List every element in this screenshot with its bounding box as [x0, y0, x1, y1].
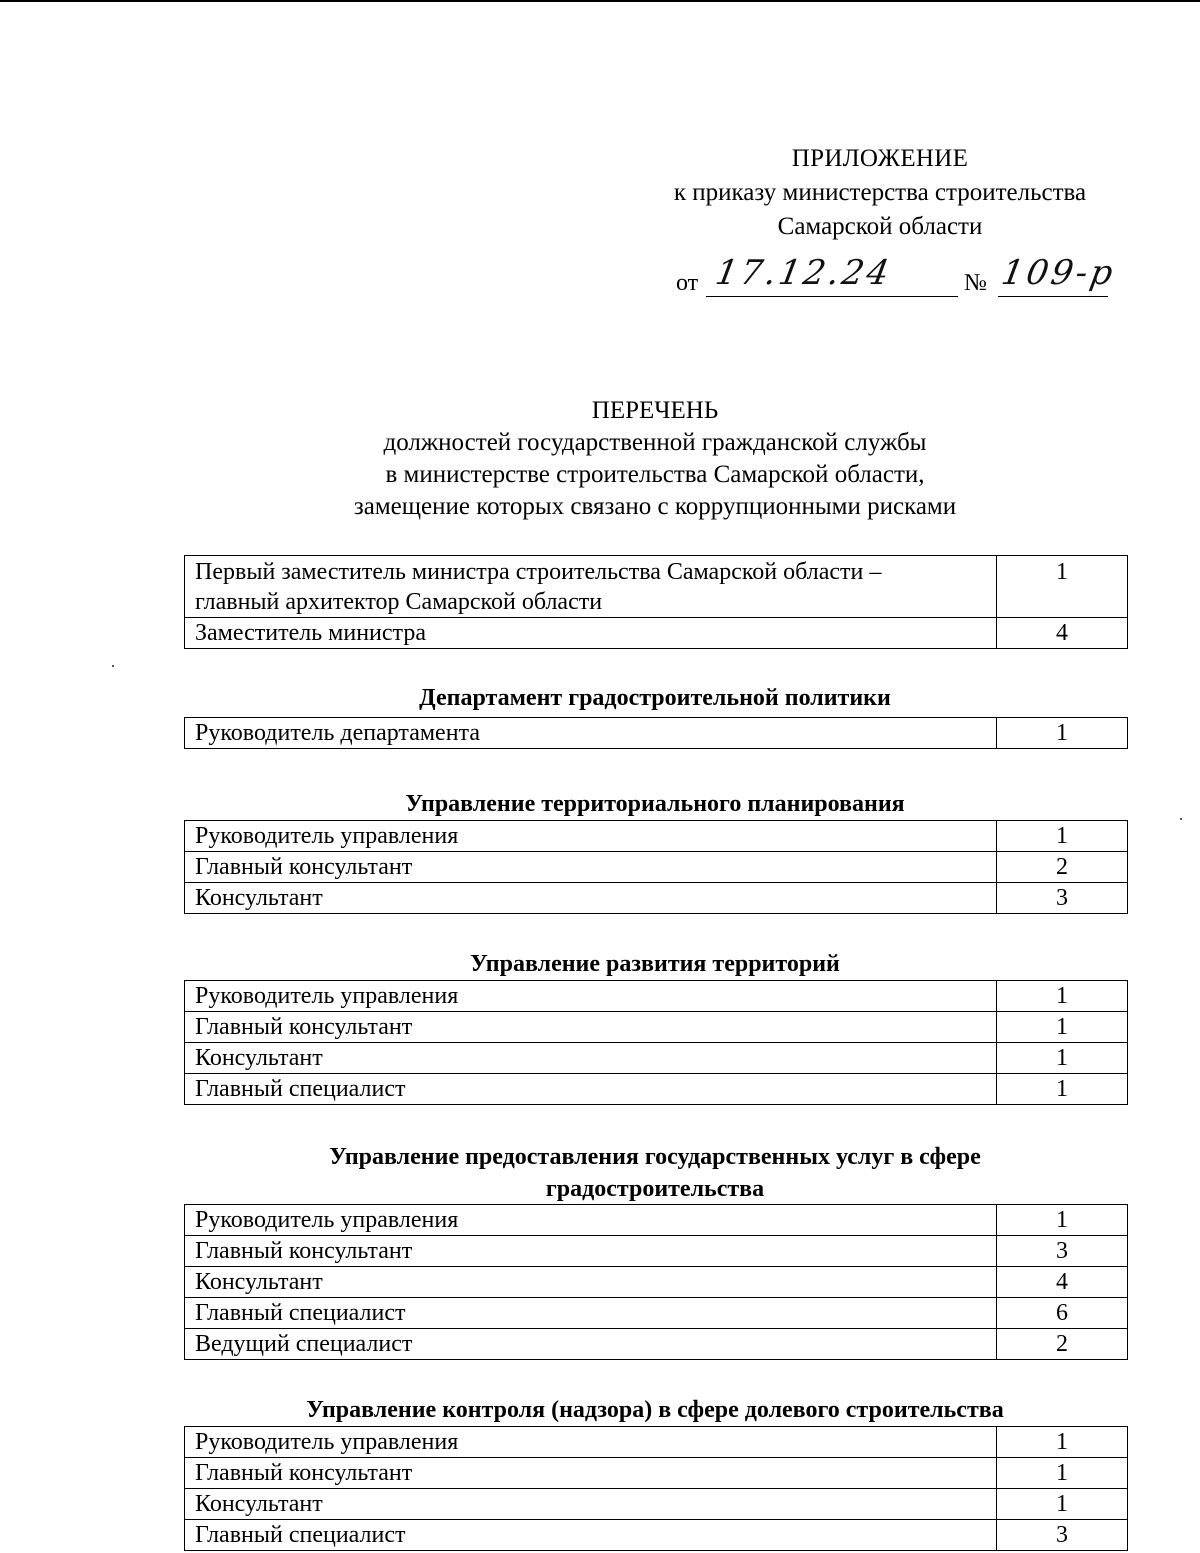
position-name: Главный консультант [185, 1012, 997, 1043]
position-name: Руководитель управления [185, 821, 997, 852]
position-name: Консультант [185, 1043, 997, 1074]
position-count: 4 [997, 618, 1128, 649]
table-row [185, 1205, 1128, 1236]
document-subtitle-3: замещение которых связано с коррупционными рисками [353, 493, 957, 520]
top-border-line [0, 0, 1200, 2]
document-heading [160, 395, 1150, 523]
handwritten-date: 17.12.24 [712, 253, 895, 293]
position-name: Консультант [185, 883, 997, 914]
position-name-line-1: Первый заместитель министра строительства Самарской области – [195, 559, 882, 585]
position-count: 1 [997, 1043, 1128, 1074]
section-table [184, 1426, 1128, 1551]
section-table [184, 980, 1128, 1105]
scan-speck [1180, 818, 1182, 820]
position-count: 1 [997, 1074, 1128, 1105]
table-row [185, 1236, 1128, 1267]
scan-speck [112, 665, 114, 667]
section-title-line-2: градостроительства [545, 1176, 765, 1202]
table-row [185, 1489, 1128, 1520]
position-name: Главный специалист [185, 1520, 997, 1551]
position-name: Главный консультант [185, 1458, 997, 1489]
number-underline [998, 296, 1108, 297]
appendix-line-2: Самарской области [777, 213, 983, 240]
table-row [185, 1043, 1128, 1074]
table-row [185, 1012, 1128, 1043]
table-row [185, 883, 1128, 914]
section-title: Департамент градостроительной политики [419, 685, 891, 711]
position-count: 1 [997, 1012, 1128, 1043]
document-subtitle-2: в министерстве строительства Самарской области, [385, 461, 925, 488]
table-row [185, 718, 1128, 749]
position-name: Главный консультант [185, 1236, 997, 1267]
table-row [185, 1458, 1128, 1489]
position-name: Ведущий специалист [185, 1329, 997, 1360]
section-table [184, 1204, 1128, 1360]
position-name: Заместитель министра [185, 618, 997, 649]
date-prefix: от [676, 270, 699, 296]
position-count: 4 [997, 1267, 1128, 1298]
position-count: 6 [997, 1298, 1128, 1329]
table-row [185, 1074, 1128, 1105]
position-name: Главный специалист [185, 1074, 997, 1105]
table-row [185, 1427, 1128, 1458]
table-row [185, 1298, 1128, 1329]
appendix-line-1: к приказу министерства строительства [673, 179, 1087, 206]
position-name: Консультант [185, 1489, 997, 1520]
section-title-line-1: Управление предоставления государственных услуг в сфере [329, 1144, 981, 1170]
position-count: 1 [997, 1427, 1128, 1458]
table-row [185, 618, 1128, 649]
position-name: Консультант [185, 1267, 997, 1298]
position-count: 2 [997, 1329, 1128, 1360]
number-prefix: № [964, 270, 987, 296]
position-count: 1 [997, 1205, 1128, 1236]
position-count: 1 [997, 1489, 1128, 1520]
order-date-number [676, 253, 1119, 301]
position-name: Руководитель управления [185, 1205, 997, 1236]
position-name: Руководитель департамента [185, 718, 997, 749]
position-name: Главный специалист [185, 1298, 997, 1329]
table-row [185, 1520, 1128, 1551]
section-title [184, 1141, 1126, 1205]
table-row [185, 1329, 1128, 1360]
appendix-block [640, 142, 1120, 244]
position-name-line-2: главный архитектор Самарской области [195, 589, 603, 615]
position-count: 1 [997, 981, 1128, 1012]
appendix-title: ПРИЛОЖЕНИЕ [791, 145, 969, 172]
document-title: ПЕРЕЧЕНЬ [591, 397, 719, 424]
table-row [185, 1267, 1128, 1298]
leadership-table [184, 555, 1128, 649]
table-row [185, 821, 1128, 852]
position-name: Главный консультант [185, 852, 997, 883]
section-title: Управление территориального планирования [405, 791, 905, 817]
position-count: 3 [997, 883, 1128, 914]
section-title: Управление контроля (надзора) в сфере долевого строительства [306, 1397, 1004, 1423]
position-count: 3 [997, 1520, 1128, 1551]
document-subtitle-1: должностей государственной гражданской службы [383, 429, 927, 456]
section-table [184, 820, 1128, 914]
position-count: 1 [997, 718, 1128, 749]
handwritten-number: 109-р [998, 253, 1119, 293]
position-name: Руководитель управления [185, 981, 997, 1012]
position-count: 1 [997, 821, 1128, 852]
position-count: 2 [997, 852, 1128, 883]
position-count: 3 [997, 1236, 1128, 1267]
position-count: 1 [997, 556, 1128, 618]
table-row [185, 852, 1128, 883]
position-count: 1 [997, 1458, 1128, 1489]
table-row [185, 556, 1128, 618]
section-table [184, 717, 1128, 749]
date-underline [706, 296, 958, 297]
position-name [185, 556, 997, 618]
table-row [185, 981, 1128, 1012]
section-title: Управление развития территорий [470, 951, 840, 977]
position-name: Руководитель управления [185, 1427, 997, 1458]
